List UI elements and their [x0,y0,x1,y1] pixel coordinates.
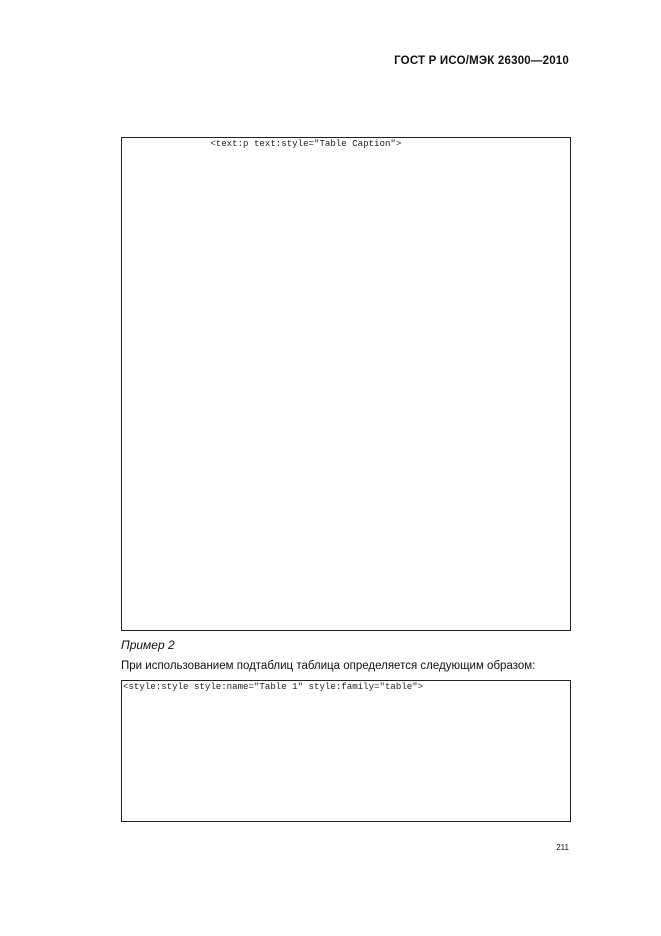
document-header-title: ГОСТ Р ИСО/МЭК 26300—2010 [394,55,569,67]
page-number: 211 [556,843,569,852]
intro-paragraph: При использованием подтаблиц таблица определяется следующим образом: [121,660,536,672]
code-line: <text:p text:style="Table Caption"> [123,138,402,149]
example-label: Пример 2 [121,638,175,652]
code-block-xml-table [121,137,571,631]
code-line: <style:style style:name="Table 1" style:family="table"> [123,681,424,692]
code-block-xml-styles [121,680,571,822]
